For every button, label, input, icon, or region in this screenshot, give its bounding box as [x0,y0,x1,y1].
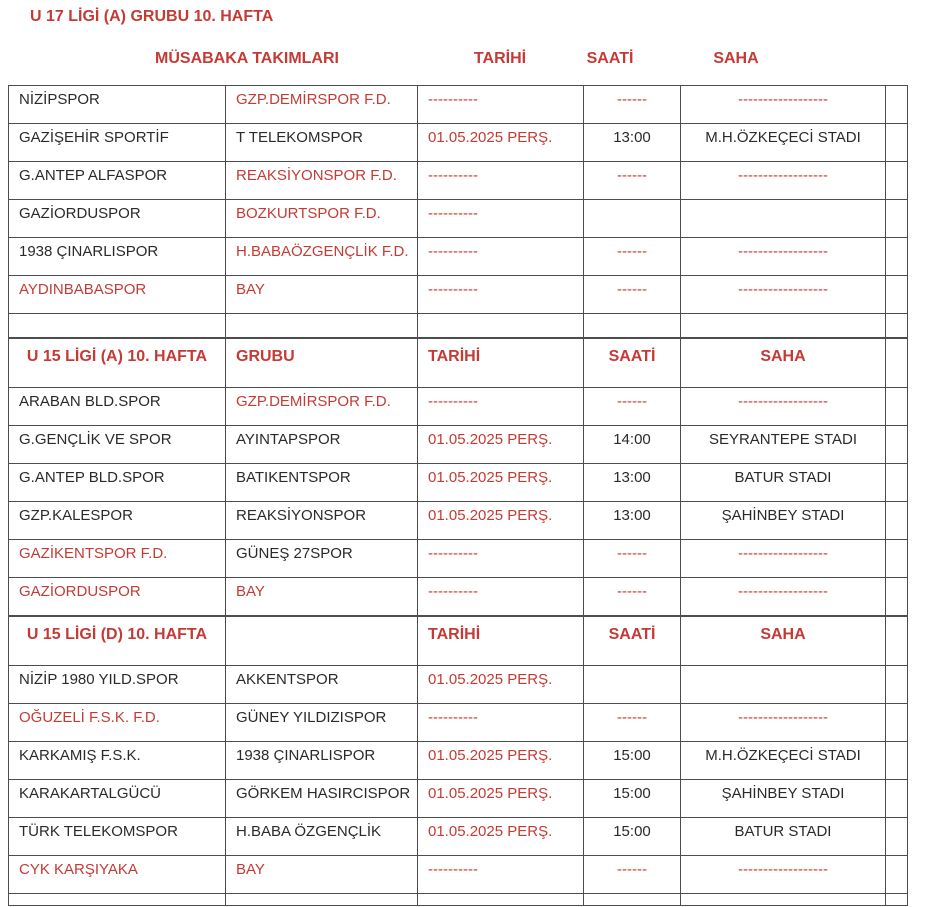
cell-end [886,578,908,616]
cell-away-team: GZP.DEMİRSPOR F.D. [226,86,418,124]
cell-away-team: BAY [226,276,418,314]
cell-time: ------ [584,704,681,742]
cell-away-team: GÜNEŞ 27SPOR [226,540,418,578]
cell-away-team [226,894,418,906]
cell-end [886,86,908,124]
cell-venue: ------------------ [681,276,886,314]
cell-time [584,666,681,704]
cell-date: ---------- [418,540,584,578]
cell-home-team: OĞUZELİ F.S.K. F.D. [9,704,226,742]
cell-time: SAATİ [584,616,681,666]
cell-end [886,616,908,666]
cell-venue: M.H.ÖZKEÇECİ STADI [681,124,886,162]
cell-away-team [226,616,418,666]
cell-date: 01.05.2025 PERŞ. [418,742,584,780]
table-row [9,502,908,540]
table-row [9,124,908,162]
cell-home-team: U 15 LİGİ (A) 10. HAFTA [9,338,226,388]
table-row [9,388,908,426]
cell-venue [681,894,886,906]
cell-end [886,426,908,464]
cell-time: ------ [584,276,681,314]
cell-away-team: GRUBU [226,338,418,388]
cell-date: ---------- [418,276,584,314]
cell-date: TARİHİ [418,338,584,388]
cell-time: ------ [584,540,681,578]
cell-venue: ŞAHİNBEY STADI [681,502,886,540]
cell-end [886,338,908,388]
cell-home-team: TÜRK TELEKOMSPOR [9,818,226,856]
cell-home-team: GZP.KALESPOR [9,502,226,540]
cell-time [584,314,681,338]
cell-date [418,894,584,906]
cell-time: 15:00 [584,818,681,856]
cell-end [886,502,908,540]
cell-away-team: 1938 ÇINARLISPOR [226,742,418,780]
cell-venue: ------------------ [681,856,886,894]
cell-date: 01.05.2025 PERŞ. [418,780,584,818]
cell-date [418,314,584,338]
cell-date: ---------- [418,578,584,616]
cell-home-team: CYK KARŞIYAKA [9,856,226,894]
cell-venue: ------------------ [681,578,886,616]
cell-time [584,894,681,906]
cell-home-team [9,894,226,906]
cell-end [886,818,908,856]
cell-time: 14:00 [584,426,681,464]
page-title: U 17 LİGİ (A) GRUBU 10. HAFTA [30,8,274,25]
table-row [9,666,908,704]
cell-away-team [226,314,418,338]
section-header-row [9,616,908,666]
cell-away-team: BOZKURTSPOR F.D. [226,200,418,238]
table-row [9,200,908,238]
cell-away-team: BAY [226,856,418,894]
cell-away-team: GÜNEY YILDIZISPOR [226,704,418,742]
cell-date: ---------- [418,238,584,276]
cell-date: 01.05.2025 PERŞ. [418,502,584,540]
cell-away-team: AYINTAPSPOR [226,426,418,464]
cell-time [584,200,681,238]
cell-date: 01.05.2025 PERŞ. [418,666,584,704]
cell-end [886,200,908,238]
cell-home-team: 1938 ÇINARLISPOR [9,238,226,276]
cell-home-team: KARKAMIŞ F.S.K. [9,742,226,780]
fixtures-table-body [9,86,908,906]
cell-end [886,238,908,276]
cell-date: ---------- [418,388,584,426]
cell-home-team [9,314,226,338]
cell-home-team: G.ANTEP BLD.SPOR [9,464,226,502]
table-row [9,818,908,856]
cell-home-team: GAZİORDUSPOR [9,578,226,616]
cell-venue: ------------------ [681,388,886,426]
cell-venue: BATUR STADI [681,818,886,856]
cell-home-team: NİZİPSPOR [9,86,226,124]
cell-away-team: GZP.DEMİRSPOR F.D. [226,388,418,426]
table-row [9,780,908,818]
table-row [9,578,908,616]
cell-time: ------ [584,578,681,616]
col-header-date: TARİHİ [473,50,527,67]
cell-venue: ------------------ [681,540,886,578]
cell-venue: ------------------ [681,238,886,276]
cell-end [886,276,908,314]
cell-venue: SEYRANTEPE STADI [681,426,886,464]
cell-venue: ------------------ [681,162,886,200]
cell-away-team: AKKENTSPOR [226,666,418,704]
cell-date: ---------- [418,200,584,238]
cell-venue: M.H.ÖZKEÇECİ STADI [681,742,886,780]
cell-time: 13:00 [584,124,681,162]
cell-home-team: KARAKARTALGÜCÜ [9,780,226,818]
cell-venue: SAHA [681,616,886,666]
cell-away-team: T TELEKOMSPOR [226,124,418,162]
col-header-venue: SAHA [713,50,759,67]
cell-venue: ŞAHİNBEY STADI [681,780,886,818]
cell-venue [681,314,886,338]
cell-home-team: GAZİKENTSPOR F.D. [9,540,226,578]
cell-end [886,162,908,200]
table-row [9,162,908,200]
spacer-row [9,314,908,338]
cell-time: SAATİ [584,338,681,388]
cell-end [886,742,908,780]
table-row [9,540,908,578]
cell-date: 01.05.2025 PERŞ. [418,124,584,162]
cell-date: TARİHİ [418,616,584,666]
cell-end [886,780,908,818]
cell-end [886,894,908,906]
cell-end [886,124,908,162]
cell-end [886,464,908,502]
fixtures-table [8,85,908,906]
cell-time: ------ [584,856,681,894]
cell-away-team: BATIKENTSPOR [226,464,418,502]
cell-end [886,704,908,742]
spacer-row [9,894,908,906]
cell-end [886,540,908,578]
cell-home-team: ARABAN BLD.SPOR [9,388,226,426]
cell-home-team: G.ANTEP ALFASPOR [9,162,226,200]
cell-venue: SAHA [681,338,886,388]
cell-away-team: BAY [226,578,418,616]
cell-date: 01.05.2025 PERŞ. [418,464,584,502]
table-row [9,86,908,124]
cell-date: 01.05.2025 PERŞ. [418,818,584,856]
cell-away-team: REAKSİYONSPOR F.D. [226,162,418,200]
cell-end [886,314,908,338]
table-row [9,426,908,464]
cell-away-team: GÖRKEM HASIRCISPOR [226,780,418,818]
cell-venue: ------------------ [681,86,886,124]
cell-date: ---------- [418,86,584,124]
cell-home-team: GAZİORDUSPOR [9,200,226,238]
table-row [9,276,908,314]
cell-date: ---------- [418,162,584,200]
cell-date: ---------- [418,856,584,894]
cell-end [886,388,908,426]
cell-home-team: NİZİP 1980 YILD.SPOR [9,666,226,704]
table-row [9,742,908,780]
cell-date: ---------- [418,704,584,742]
cell-home-team: U 15 LİGİ (D) 10. HAFTA [9,616,226,666]
cell-away-team: REAKSİYONSPOR [226,502,418,540]
cell-time: ------ [584,162,681,200]
cell-venue [681,200,886,238]
cell-home-team: GAZİŞEHİR SPORTİF [9,124,226,162]
cell-end [886,666,908,704]
table-row [9,238,908,276]
table-row [9,464,908,502]
cell-time: 15:00 [584,742,681,780]
col-header-time: SAATİ [586,50,634,67]
cell-time: ------ [584,86,681,124]
cell-time: 13:00 [584,464,681,502]
cell-time: 13:00 [584,502,681,540]
cell-away-team: H.BABAÖZGENÇLİK F.D. [226,238,418,276]
cell-venue [681,666,886,704]
cell-end [886,856,908,894]
cell-time: ------ [584,238,681,276]
section-header-row [9,338,908,388]
cell-home-team: G.GENÇLİK VE SPOR [9,426,226,464]
cell-home-team: AYDINBABASPOR [9,276,226,314]
cell-time: 15:00 [584,780,681,818]
cell-venue: ------------------ [681,704,886,742]
table-row [9,704,908,742]
table-row [9,856,908,894]
cell-away-team: H.BABA ÖZGENÇLİK [226,818,418,856]
cell-time: ------ [584,388,681,426]
col-header-teams: MÜSABAKA TAKIMLARI [155,50,339,67]
cell-venue: BATUR STADI [681,464,886,502]
cell-date: 01.05.2025 PERŞ. [418,426,584,464]
